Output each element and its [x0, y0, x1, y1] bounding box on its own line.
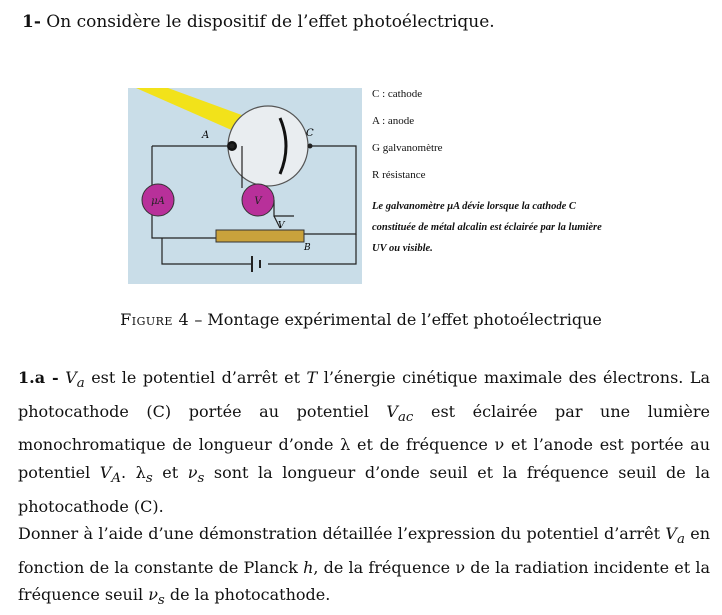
resistor: [216, 230, 304, 242]
figure-caption: [0, 310, 722, 329]
legend-note: Le galvanomètre μA dévie lorsque la cathode C constituée de métal alcalin est éclairée par la lumière UV ou visible.: [372, 201, 602, 254]
label-C: C: [306, 128, 314, 139]
question-1-text: On considère le dispositif de l’effet photoélectrique.: [46, 12, 495, 32]
part-1a-statement: $1.a - V_a$ est le potentiel d’arrêt et T l’énergie cinétique maximale des électrons. La photocathode (C) portée au potentiel $V_{ac}$ est éclairée par une lumière monochromatique de longueur d’onde λ et de fréquence ν et l’anode est portée au potentiel $V_A$. $\lambda_s$ et $\nu_s$ sont la longueur d’onde seuil et la fréquence seuil de la photocathode (C).: [18, 368, 711, 516]
label-B: B: [304, 243, 311, 253]
vacuum-tube: [228, 106, 308, 186]
microammeter-label: μA: [151, 196, 165, 207]
legend-resistance: R résistance: [372, 169, 426, 181]
part-1a: [18, 364, 710, 615]
question-1-number: 1-: [22, 12, 41, 32]
question-1: [22, 12, 495, 32]
photoelectric-setup-figure: [128, 88, 362, 284]
part-1a-number: 1.a -: [18, 368, 59, 387]
caption-text: – Montage expérimental de l’effet photoélectrique: [194, 310, 602, 329]
legend-cathode: C : cathode: [372, 88, 423, 100]
legend-galvanometer: G galvanomètre: [372, 142, 443, 154]
voltmeter-label: V: [254, 196, 262, 207]
label-A: A: [202, 130, 210, 141]
label-V-mark: V: [278, 221, 285, 231]
caption-label: Figure 4: [120, 310, 190, 329]
legend-anode: A : anode: [372, 115, 415, 127]
part-1a-question: Donner à l’aide d’une démonstration détaillée l’expression du potentiel d’arrêt $V_a$ en fonction de la constante de Planck h, de la fréquence ν de la radiation incidente et la fréquence seuil $\nu_s$ de la photocathode.: [18, 524, 710, 609]
